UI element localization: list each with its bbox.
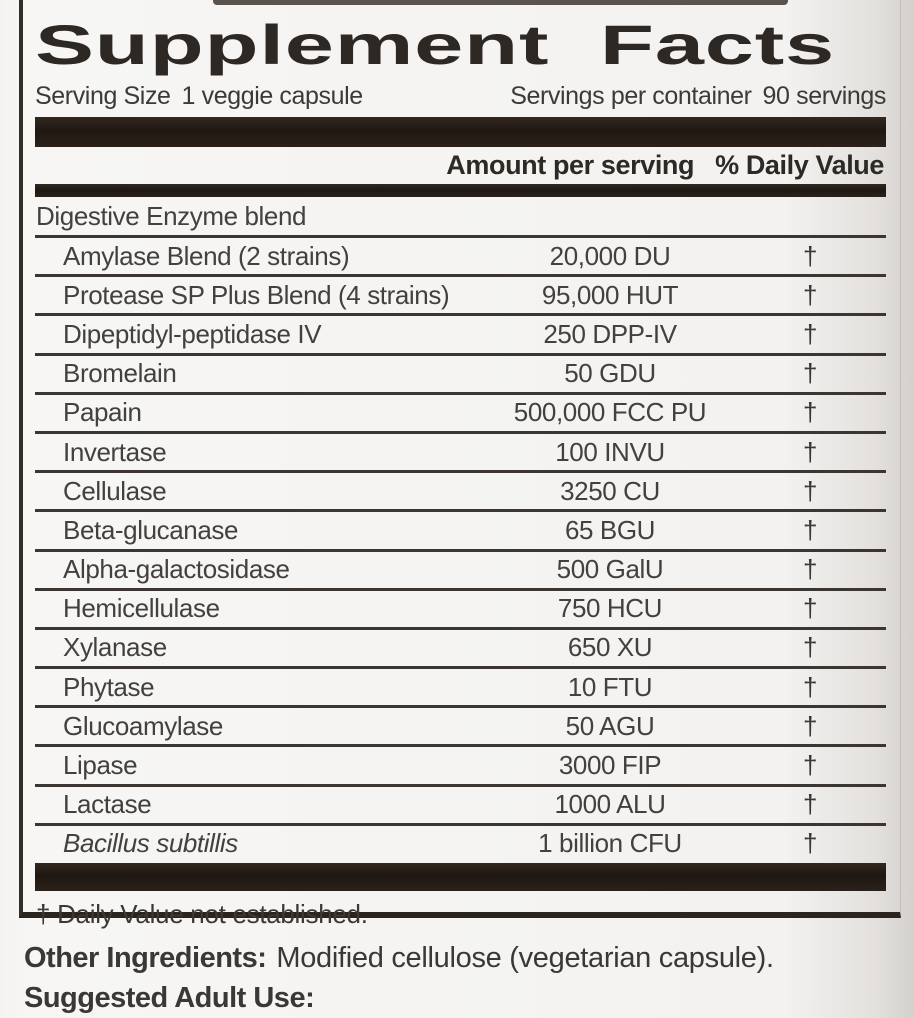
ingredient-amount: 20,000 DU (549, 240, 671, 271)
daily-value-column-header: % Daily Value (715, 150, 884, 180)
table-row (35, 552, 886, 591)
serving-size-label: Serving Size (35, 82, 171, 110)
other-ingredients-value: Modified cellulose (vegetarian capsule). (276, 942, 774, 974)
table-row (35, 238, 886, 277)
ingredient-amount: 50 AGU (565, 710, 655, 741)
daily-value-mark: † (802, 240, 818, 271)
ingredient-amount: 650 XU (567, 632, 653, 663)
daily-value-mark: † (802, 397, 818, 428)
panel-title-wrap (35, 14, 886, 80)
servings-per-container (510, 82, 886, 110)
divider-bar-medium (35, 184, 886, 197)
table-row (35, 512, 886, 551)
ingredient-amount: 50 GDU (564, 358, 656, 389)
ingredient-name: Papain (63, 397, 142, 428)
daily-value-mark: † (802, 710, 818, 741)
ingredient-amount: 65 BGU (564, 514, 656, 545)
ingredient-name: Alpha-galactosidase (63, 554, 290, 585)
table-row (35, 356, 886, 395)
ingredient-amount: 3000 FIP (558, 750, 662, 781)
ingredient-amount: 500 GalU (556, 554, 664, 585)
ingredient-name: Dipeptidyl-peptidase IV (63, 318, 322, 349)
ingredient-name: Xylanase (63, 632, 167, 663)
ingredient-name: Cellulase (63, 475, 167, 506)
ingredient-amount: 500,000 FCC PU (513, 397, 707, 428)
ingredient-name: Amylase Blend (2 strains) (63, 240, 350, 271)
ingredient-amount: 250 DPP-IV (543, 318, 677, 349)
daily-value-mark: † (802, 358, 818, 389)
ingredient-table (35, 238, 886, 862)
supplement-facts-panel (19, 0, 901, 929)
table-row (35, 277, 886, 316)
ingredient-amount: 10 FTU (567, 671, 653, 702)
ingredient-name: Glucoamylase (63, 710, 223, 741)
other-ingredients-line (24, 938, 899, 978)
daily-value-mark: † (802, 789, 818, 820)
below-panel-text (24, 938, 899, 1018)
ingredient-name: Phytase (63, 671, 155, 702)
ingredient-amount: 1000 ALU (554, 789, 666, 820)
ingredient-name: Lactase (63, 789, 152, 820)
ingredient-name: Protease SP Plus Blend (4 strains) (63, 279, 450, 310)
table-row (35, 630, 886, 669)
daily-value-mark: † (802, 318, 818, 349)
table-row (35, 747, 886, 786)
daily-value-mark: † (802, 671, 818, 702)
serving-info-row (35, 82, 886, 110)
suggested-use-line (24, 978, 899, 1018)
ingredient-amount: 1 billion CFU (538, 828, 682, 859)
table-row (35, 316, 886, 355)
serving-size (35, 82, 363, 110)
table-row (35, 669, 886, 708)
ingredient-name: Beta-glucanase (63, 514, 239, 545)
daily-value-mark: † (802, 554, 818, 585)
table-row (35, 434, 886, 473)
daily-value-mark: † (802, 279, 818, 310)
daily-value-mark: † (802, 593, 818, 624)
ingredient-amount: 3250 CU (560, 475, 660, 506)
ingredient-name: Invertase (63, 436, 167, 467)
ingredient-name: Lipase (63, 750, 138, 781)
table-row (35, 395, 886, 434)
amount-column-header: Amount per serving (446, 150, 695, 180)
table-row (35, 591, 886, 630)
table-row (35, 473, 886, 512)
ingredient-amount: 95,000 HUT (541, 279, 679, 310)
table-row (35, 826, 886, 862)
table-row (35, 708, 886, 747)
daily-value-mark: † (802, 632, 818, 663)
ingredient-amount: 750 HCU (557, 593, 663, 624)
servings-per-container-value: 90 servings (762, 82, 886, 110)
ingredient-name: Hemicellulase (63, 593, 220, 624)
daily-value-footnote: † Daily Value not established. (36, 899, 368, 929)
daily-value-mark: † (802, 475, 818, 506)
servings-per-container-label: Servings per container (510, 82, 752, 110)
ingredient-name: Bacillus subtillis (63, 828, 238, 859)
other-ingredients-label: Other Ingredients: (24, 942, 267, 974)
daily-value-mark: † (802, 436, 818, 467)
suggested-use-label: Suggested Adult Use: (24, 982, 315, 1014)
column-header-row (35, 147, 886, 184)
daily-value-mark: † (802, 750, 818, 781)
daily-value-mark: † (802, 514, 818, 545)
blend-heading: Digestive Enzyme blend (35, 197, 886, 238)
serving-size-value: 1 veggie capsule (181, 82, 363, 110)
ingredient-amount: 100 INVU (555, 436, 665, 467)
table-row (35, 787, 886, 826)
divider-bar-thick-top (35, 117, 886, 147)
divider-bar-thick-bottom (35, 863, 886, 891)
daily-value-mark: † (802, 828, 818, 859)
panel-title: Supplement Facts (35, 13, 835, 76)
ingredient-name: Bromelain (63, 358, 177, 389)
